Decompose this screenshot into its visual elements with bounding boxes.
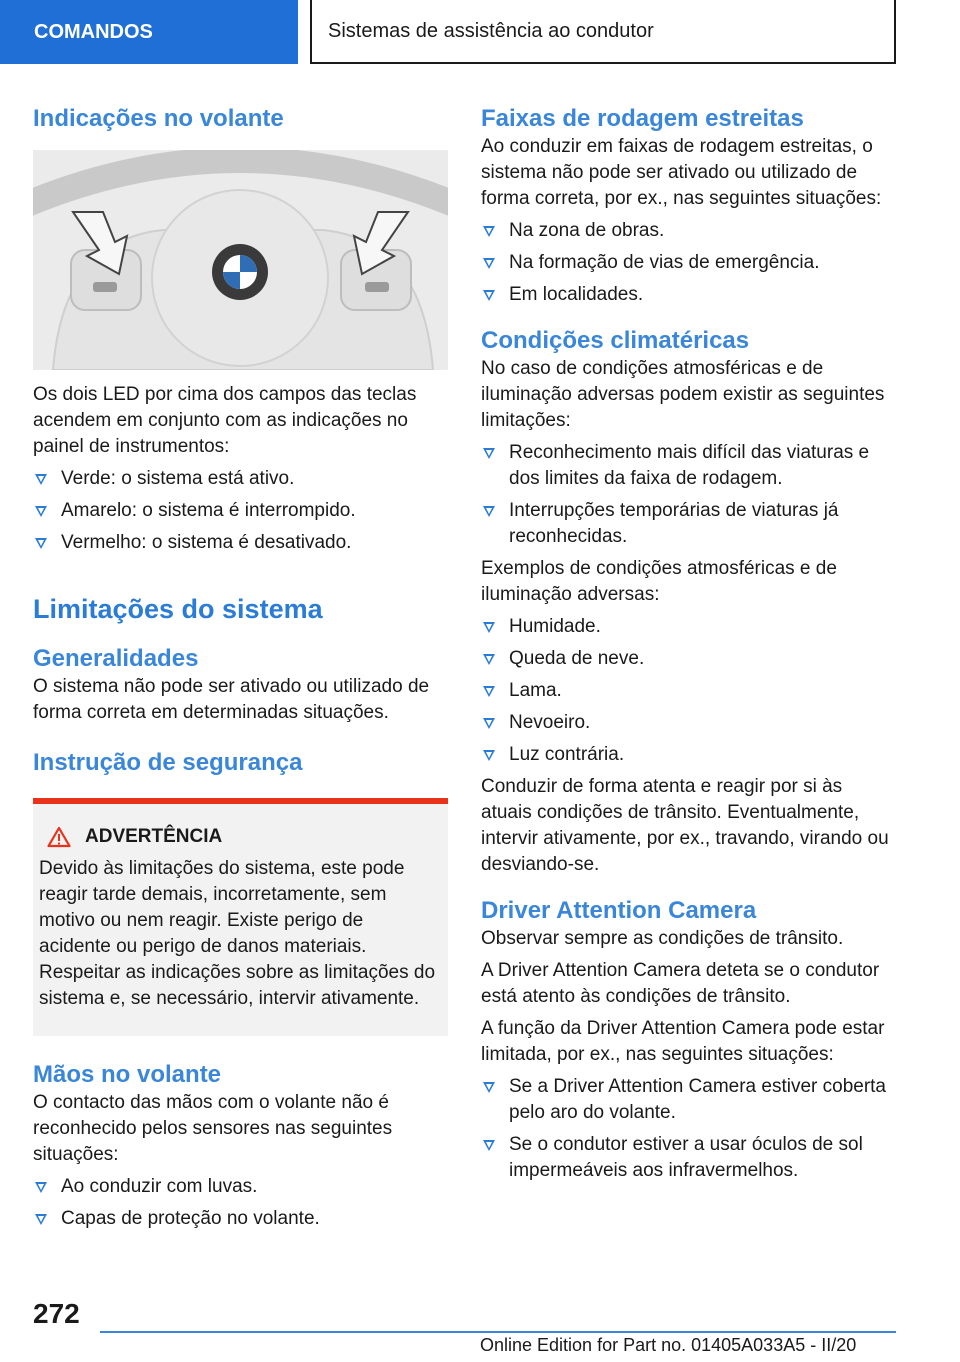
list-item-text: Vermelho: o sistema é desativado. <box>61 532 352 553</box>
bullet-triangle-icon <box>35 1214 47 1225</box>
bullet-triangle-icon <box>35 474 47 485</box>
bullet-triangle-icon <box>483 258 495 269</box>
chapter-label: Sistemas de assistência ao condutor <box>328 19 654 42</box>
header-section-tab: COMANDOS <box>0 0 298 64</box>
hands-heading: Mãos no volante <box>33 1061 222 1088</box>
list-item-text: Se a Driver Attention Camera estiver coberta pelo aro do volante. <box>509 1076 887 1123</box>
warning-box <box>33 798 448 1036</box>
bullet-triangle-icon <box>483 622 495 633</box>
bullet-triangle-icon <box>483 654 495 665</box>
list-item <box>481 1132 896 1184</box>
bullet-triangle-icon <box>483 1082 495 1093</box>
list-item-text: Interrupções temporárias de viaturas já reconhecidas. <box>509 500 839 547</box>
list-item-text: Em localidades. <box>509 284 644 305</box>
list-item <box>481 614 896 640</box>
bullet-triangle-icon <box>35 538 47 549</box>
warning-triangle-icon <box>47 826 71 848</box>
list-item-text: Queda de neve. <box>509 648 645 669</box>
edition-text: Online Edition for Part no. 01405A033A5 - II/20 <box>480 1335 857 1355</box>
limits-heading: Limitações do sistema <box>33 594 323 624</box>
list-item <box>33 498 448 524</box>
list-item <box>481 1074 896 1126</box>
bullet-triangle-icon <box>483 290 495 301</box>
footer-divider <box>100 1331 896 1333</box>
hands-text: O contacto das mãos com o volante não é reconhecido pelos sensores nas seguintes situações: <box>33 1092 393 1165</box>
steering-heading: Indicações no volante <box>33 105 284 132</box>
list-item <box>481 678 896 704</box>
general-heading: Generalidades <box>33 645 199 672</box>
list-item-text: Lama. <box>509 680 562 701</box>
header-chapter-title <box>310 0 896 64</box>
examples-text: Exemplos de condições atmosféricas e de iluminação adversas: <box>481 558 837 605</box>
warning-title-row <box>39 824 440 850</box>
bullet-triangle-icon <box>483 506 495 517</box>
warning-title: ADVERTÊNCIA <box>85 826 223 847</box>
bullet-triangle-icon <box>483 686 495 697</box>
list-item <box>481 250 896 276</box>
steering-wheel-image <box>33 150 448 370</box>
steering-wheel-illustration <box>33 150 448 370</box>
camera-paragraph-3: A função da Driver Attention Camera pode estar limitada, por ex., nas seguintes situações: <box>481 1018 885 1065</box>
bullet-triangle-icon <box>483 750 495 761</box>
list-item <box>481 218 896 244</box>
hands-list <box>33 1174 448 1232</box>
narrow-list <box>481 218 896 308</box>
list-item <box>33 1174 448 1200</box>
steering-list <box>33 466 448 556</box>
list-item <box>33 530 448 556</box>
list-item-text: Reconhecimento mais difícil das viaturas e dos limites da faixa de rodagem. <box>509 442 870 489</box>
drive-text: Conduzir de forma atenta e reagir por si às atuais condições de trânsito. Eventualmente, intervir ativamente, por ex., travando, virando ou desviando-se. <box>481 776 889 875</box>
right-column <box>481 100 896 1184</box>
list-item <box>481 498 896 550</box>
general-text: O sistema não pode ser ativado ou utilizado de forma correta em determinadas situações. <box>33 676 430 723</box>
list-item-text: Luz contrária. <box>509 744 625 765</box>
narrow-text: Ao conduzir em faixas de rodagem estreitas, o sistema não pode ser ativado ou utilizado de forma correta, por ex., nas seguintes situações: <box>481 136 882 209</box>
list-item <box>481 742 896 768</box>
list-item-text: Amarelo: o sistema é interrompido. <box>61 500 356 521</box>
list-item-text: Humidade. <box>509 616 601 637</box>
climate-list <box>481 440 896 550</box>
bullet-triangle-icon <box>35 506 47 517</box>
left-column <box>33 100 448 1232</box>
camera-heading: Driver Attention Camera <box>481 897 757 924</box>
bullet-triangle-icon <box>483 448 495 459</box>
camera-paragraph-1: Observar sempre as condições de trânsito. <box>481 928 844 949</box>
list-item-text: Nevoeiro. <box>509 712 591 733</box>
list-item-text: Verde: o sistema está ativo. <box>61 468 295 489</box>
examples-list <box>481 614 896 768</box>
climate-text: No caso de condições atmosféricas e de iluminação adversas podem existir as seguintes limitações: <box>481 358 885 431</box>
list-item-text: Se o condutor estiver a usar óculos de sol impermeáveis aos infravermelhos. <box>509 1134 863 1181</box>
camera-paragraph-2: A Driver Attention Camera deteta se o condutor está atento às condições de trânsito. <box>481 960 880 1007</box>
list-item-text: Capas de proteção no volante. <box>61 1208 320 1229</box>
bullet-triangle-icon <box>483 718 495 729</box>
climate-heading: Condições climatéricas <box>481 327 750 354</box>
list-item <box>481 282 896 308</box>
list-item-text: Na formação de vias de emergência. <box>509 252 820 273</box>
list-item <box>33 466 448 492</box>
list-item-text: Ao conduzir com luvas. <box>61 1176 258 1197</box>
steering-text: Os dois LED por cima dos campos das teclas acendem em conjunto com as indicações no painel de instrumentos: <box>33 384 417 457</box>
bullet-triangle-icon <box>35 1182 47 1193</box>
list-item <box>33 1206 448 1232</box>
page-number: 272 <box>33 1298 80 1329</box>
camera-list <box>481 1074 896 1184</box>
warning-text: Devido às limitações do sistema, este pode reagir tarde demais, incorretamente, sem motivo ou nem reagir. Existe perigo de acidente ou perigo de danos materiais. Respeitar as indicações sobre as limitações do sistema e, se necessário, intervir ativamente. <box>39 858 436 1009</box>
list-item <box>481 646 896 672</box>
bullet-triangle-icon <box>483 226 495 237</box>
narrow-heading: Faixas de rodagem estreitas <box>481 105 804 132</box>
list-item <box>481 440 896 492</box>
safety-heading: Instrução de segurança <box>33 749 303 776</box>
bullet-triangle-icon <box>483 1140 495 1151</box>
list-item-text: Na zona de obras. <box>509 220 665 241</box>
list-item <box>481 710 896 736</box>
